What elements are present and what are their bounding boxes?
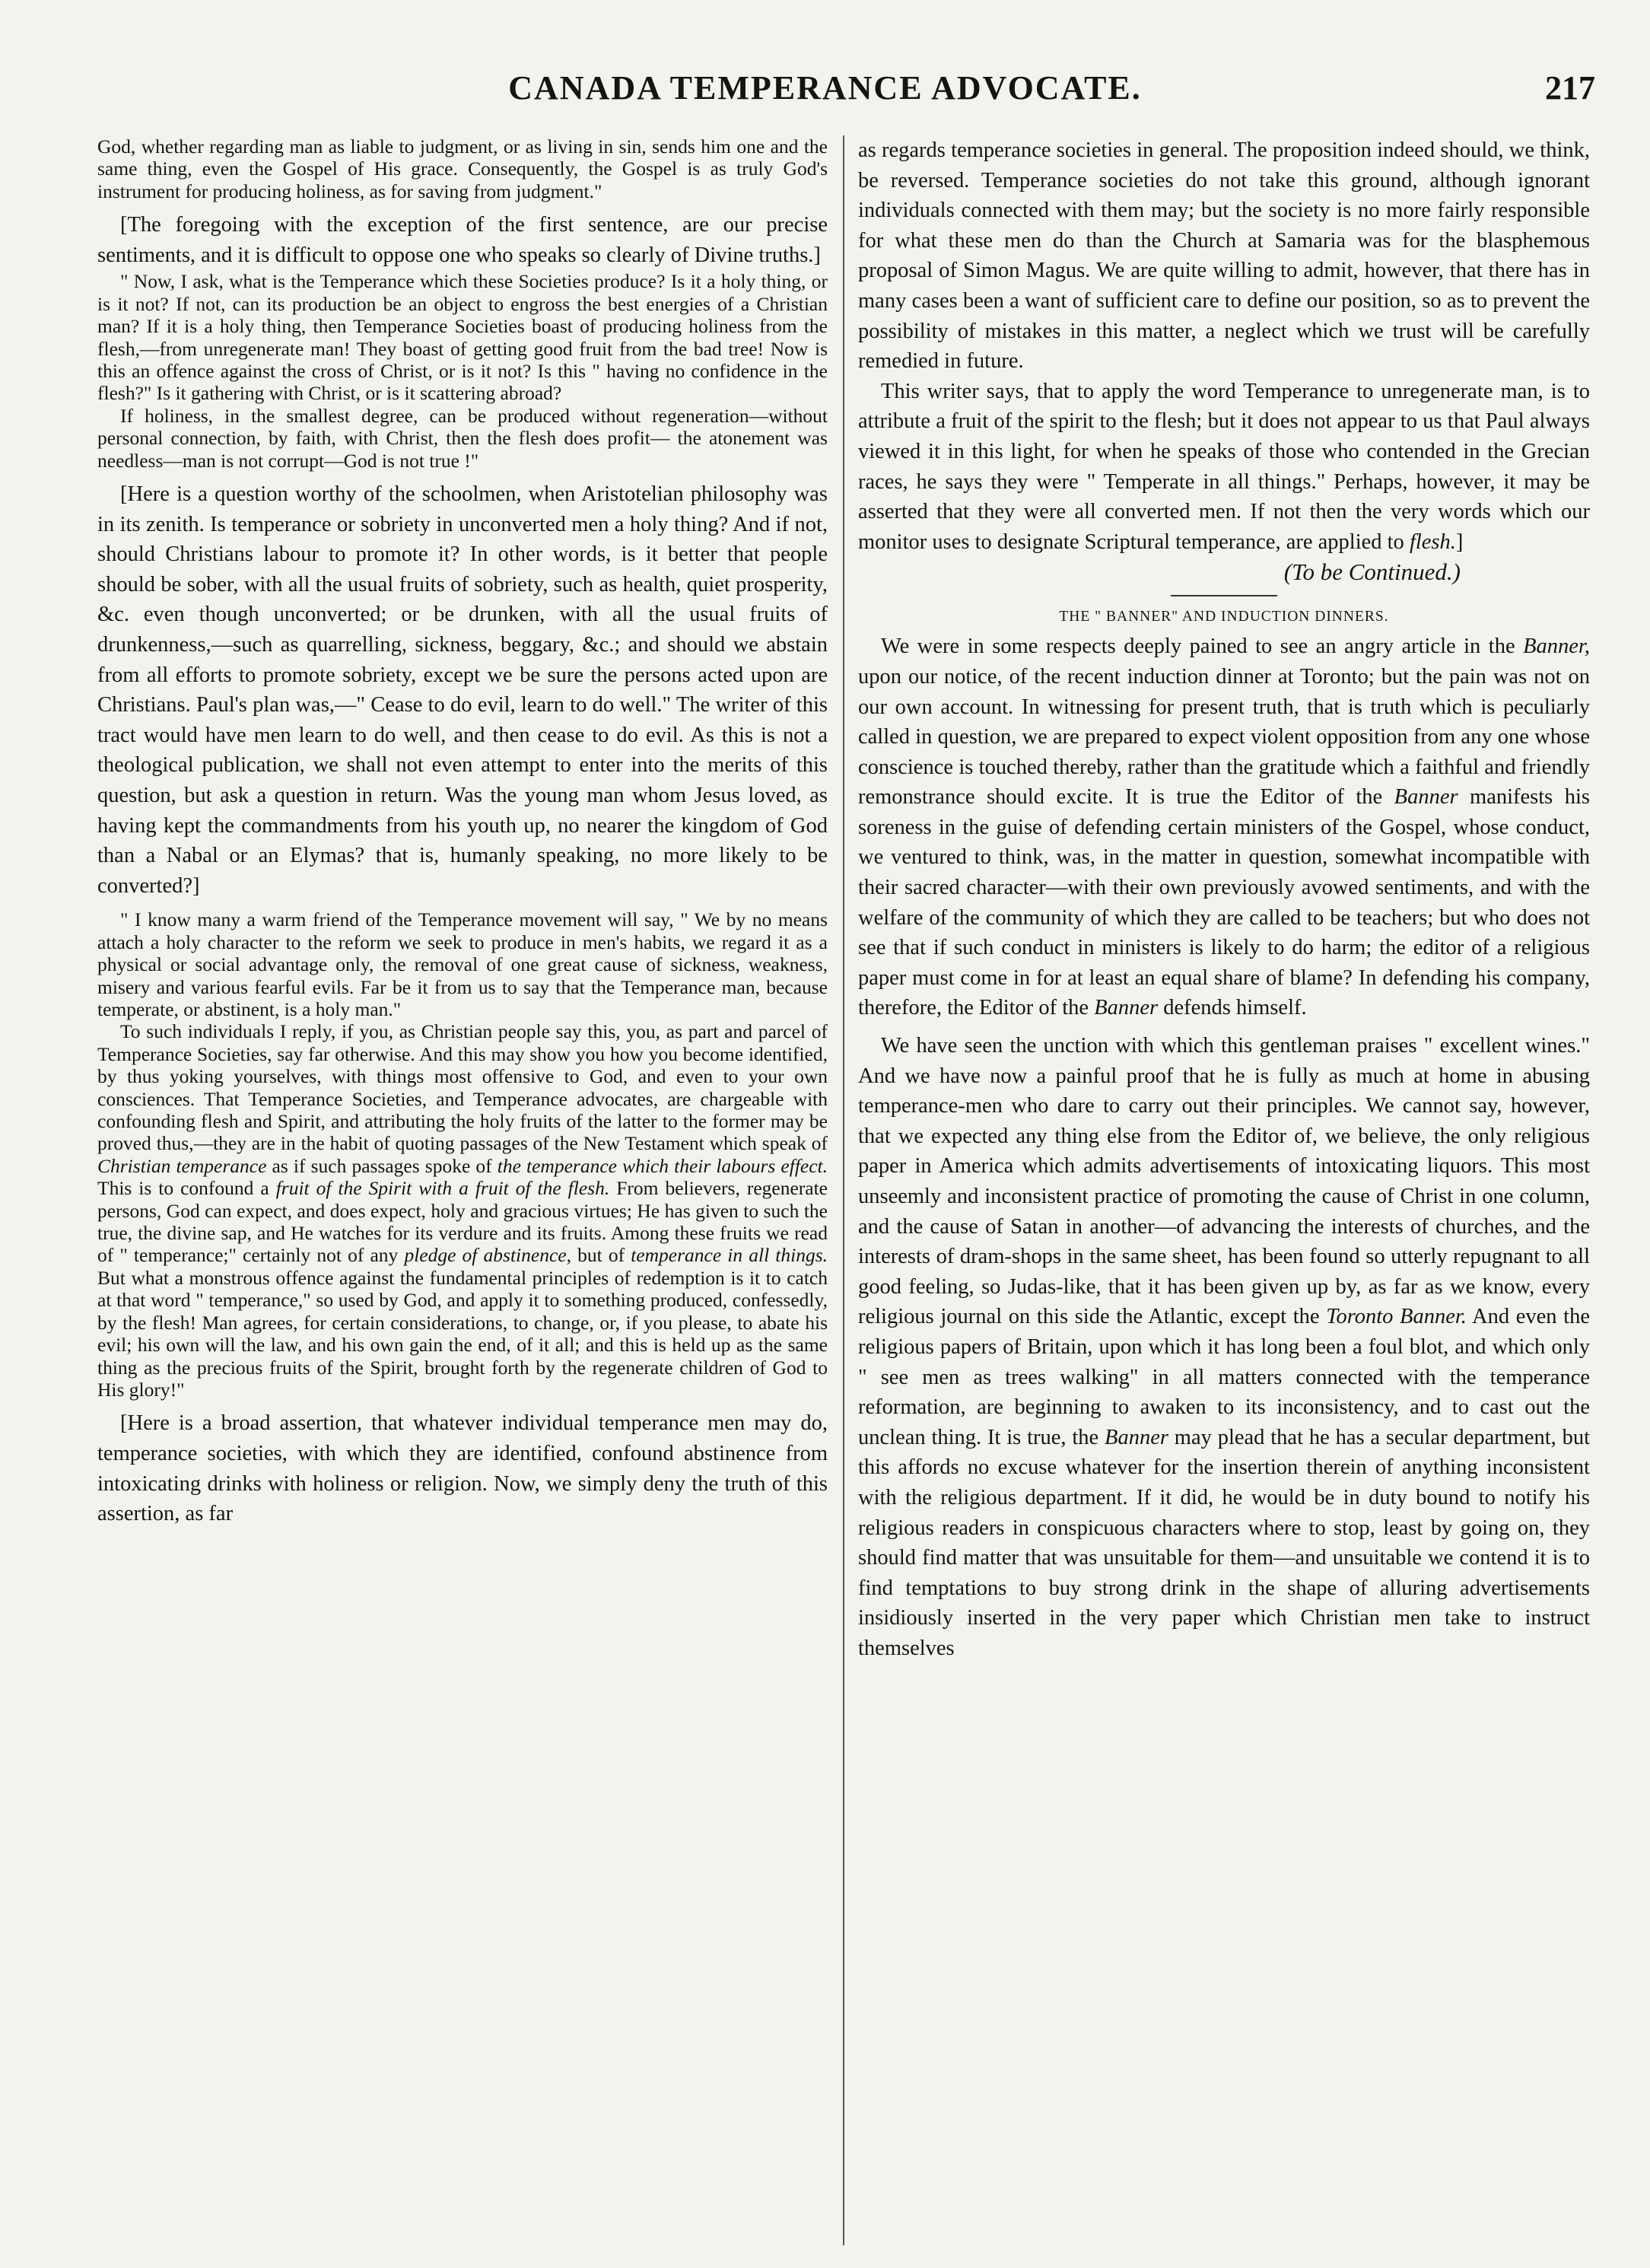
continued-note: (To be Continued.) — [1283, 558, 1461, 586]
editorial-comment: [Here is a question worthy of the schoolmen, when Aristotelian philosophy was in its zenith. Is temperance or sobriety in unconverted men a holy thing? And if not, should Christians labour to promote it? In other words, is it better that people should be sober, with all the usual fruits of sobriety, such as health, quiet prosperity, &c. even though unconverted; or be drunken, with all the usual fruits of drunkenness,—such as quarrelling, sickness, beggary, &c.; and should we abstain from all efforts to promote sobriety, except we be sure the persons acted upon are Christians. Paul's plan was,—" Cease to do evil, learn to do well." The writer of this tract would have men learn to do well, and then cease to do evil. As this is not a theological publication, we shall not even attempt to enter into the merits of this question, but ask a question in return. Was the young man whom Jesus loved, as having kept the commandments from his youth up, no nearer the kingdom of God than a Nabal or an Elymas? that is, humanly speaking, no more likely to be converted?] — [97, 482, 828, 898]
quote-paragraph: " Now, I ask, what is the Temperance which these Societies produce? Is it a holy thing, or is it not? If not, can its production be an object to engross the best energies of a Christian man? If it is a holy thing, then Temperance Societies boast of producing holiness from the flesh,—from unregenerate man! They boast of getting good fruit from the bad tree! Now is this an offence against the cross of Christ, or is it not? Is this " having no confidence in the flesh?" Is it gathering with Christ, or is it scattering abroad? — [97, 270, 828, 405]
quote-paragraph: God, whether regarding man as liable to judgment, or as living in sin, sends him one and the same thing, even the Gospel of His grace. Consequently, the Gospel is as truly God's instrument for producing holiness, as for saving from judgment." — [97, 135, 828, 202]
editorial-comment: This writer says, that to apply the word Temperance to unregenerate man, is to attribute a fruit of the spirit to the flesh; but it does not appear to us that Paul always viewed it in this light, for when he speaks of those who contended in the Grecian races, he says they were " Temperate in all things." Perhaps, however, it may be asserted that they were all converted men. If not then the very words which our monitor uses to designate Scriptural temperance, are applied to flesh.] — [858, 379, 1590, 554]
text-columns — [97, 135, 1592, 2245]
page-number: 217 — [1545, 69, 1595, 107]
left-column — [97, 135, 828, 2245]
column-divider — [843, 135, 844, 2245]
page-title: CANADA TEMPERANCE ADVOCATE. — [508, 69, 1142, 107]
section-rule — [1171, 595, 1277, 596]
article-paragraph: We have seen the unction with which this gentleman praises " excellent wines." And we have now a painful proof that he is fully as much at home in abusing temperance-men who dare to carry out their principles. We cannot say, however, that we expected any thing else from the Editor of, we believe, the only religious paper in America which admits advertisements of intoxicating liquors. This most unseemly and inconsistent practice of promoting the cause of Christ in one column, and the cause of Satan in another—of advancing the interests of churches, and the interests of dram-shops in the same sheet, has been found so utterly repugnant to all good feeling, so Judas-like, that it has been given up by, as far as we know, every religious journal on this side the Atlantic, except the Toronto Banner. And even the religious papers of Britain, upon which it has long been a foul blot, and which only " see men as trees walking" in all matters connected with the temperance reformation, are beginning to awaken to its inconsistency, and to cast out the unclean thing. It is true, the Banner may plead that he has a secular department, but this affords no excuse whatever for the insertion therein of anything inconsistent with the religious department. If it did, he would be in duty bound to notify his religious readers in conspicuous characters where to stop, least by going on, they should find matter that was unsuitable for them—and unsuitable we contend it is to find temptations to buy strong drink in the shape of alluring advertisements insidiously inserted in the very paper which Christian men take to instruct themselves — [858, 1034, 1590, 1660]
editorial-comment: [The foregoing with the exception of the first sentence, are our precise sentiments, and it is difficult to oppose one who speaks so clearly of Divine truths.] — [97, 213, 828, 267]
quote-paragraph: " I know many a warm friend of the Temperance movement will say, " We by no means attach a holy character to the reform we seek to produce in men's habits, we regard it as a physical or social advantage only, the removal of one great cause of sickness, weakness, misery and various fearful evils. Far be it from us to say that the Temperance man, because temperate, or abstinent, is a holy man." — [97, 908, 828, 1020]
quote-paragraph: If holiness, in the smallest degree, can be produced without regeneration—without personal connection, by faith, with Christ, then the flesh does profit— the atonement was needless—man is not corrupt—God is not true !" — [97, 404, 828, 472]
section-heading: THE " BANNER" AND INDUCTION DINNERS. — [1059, 609, 1389, 625]
quote-paragraph: To such individuals I reply, if you, as Christian people say this, you, as part and parcel of Temperance Societies, say far otherwise. And this may show you how you become identified, by thus yoking yourselves, with things most offensive to God, and even to your own consciences. That Temperance Societies, and Temperance advocates, are chargeable with confounding flesh and Spirit, and attributing the holy fruits of the latter to the former may be proved thus,—they are in the habit of quoting passages of the New Testament which speak of Christian temperance as if such passages spoke of the temperance which their labours effect. This is to confound a fruit of the Spirit with a fruit of the flesh. From believers, regenerate persons, God can expect, and does expect, holy and gracious virtues; He has given to such the true, the divine sap, and He watches for its verdure and its fruits. Among these fruits we read of " temperance;" certainly not of any pledge of abstinence, but of temperance in all things. But what a monstrous offence against the fundamental principles of redemption is it to catch at that word " temperance," so used by God, and apply it to something produced, confessedly, by the flesh! Man agrees, for certain considerations, to change, or, if you please, to abate his evil; his own will the law, and his own gain the end, of it all; and this is held up as the same thing as the precious fruits of the Spirit, brought forth by the regenerate children of God to His glory!" — [97, 1020, 828, 1401]
article-paragraph: We were in some respects deeply pained to see an angry article in the Banner, upon our notice, of the recent induction dinner at Toronto; but the pain was not on our own account. In witnessing for present truth, that is truth which is peculiarly called in question, we are prepared to expect violent opposition from any one whose conscience is touched thereby, rather than the gratitude which a faithful and friendly remonstrance should excite. It is true the Editor of the Banner manifests his soreness in the guise of defending certain ministers of the Gospel, whose conduct, we ventured to think, was, in the matter in question, somewhat incompatible with their sacred character—with their own previously avowed sentiments, and with the welfare of the community of which they are called to be teachers; but who does not see that if such conduct in ministers is likely to do harm; the editor of a religious paper must come in for at least an equal share of blame? In defending his company, therefore, the Editor of the Banner defends himself. — [858, 635, 1590, 1020]
editorial-comment: as regards temperance societies in general. The proposition indeed should, we think, be reversed. Temperance societies do not take this ground, although ignorant individuals connected with them may; but the society is no more fairly responsible for what these men do than the Church at Samaria was for the blasphemous proposal of Simon Magus. We are quite willing to admit, however, that there has in many cases been a want of sufficient care to define our position, so as to prevent the possibility of mistakes in this matter, a neglect which we trust will be carefully remedied in future. — [858, 138, 1590, 374]
page-header — [0, 68, 1650, 114]
editorial-comment: [Here is a broad assertion, that whatever individual temperance men may do, temperance societies, with which they are identified, confound abstinence from intoxicating drinks with holiness or religion. Now, we simply deny the truth of this assertion, as far — [97, 1411, 828, 1526]
right-column — [858, 135, 1590, 2245]
